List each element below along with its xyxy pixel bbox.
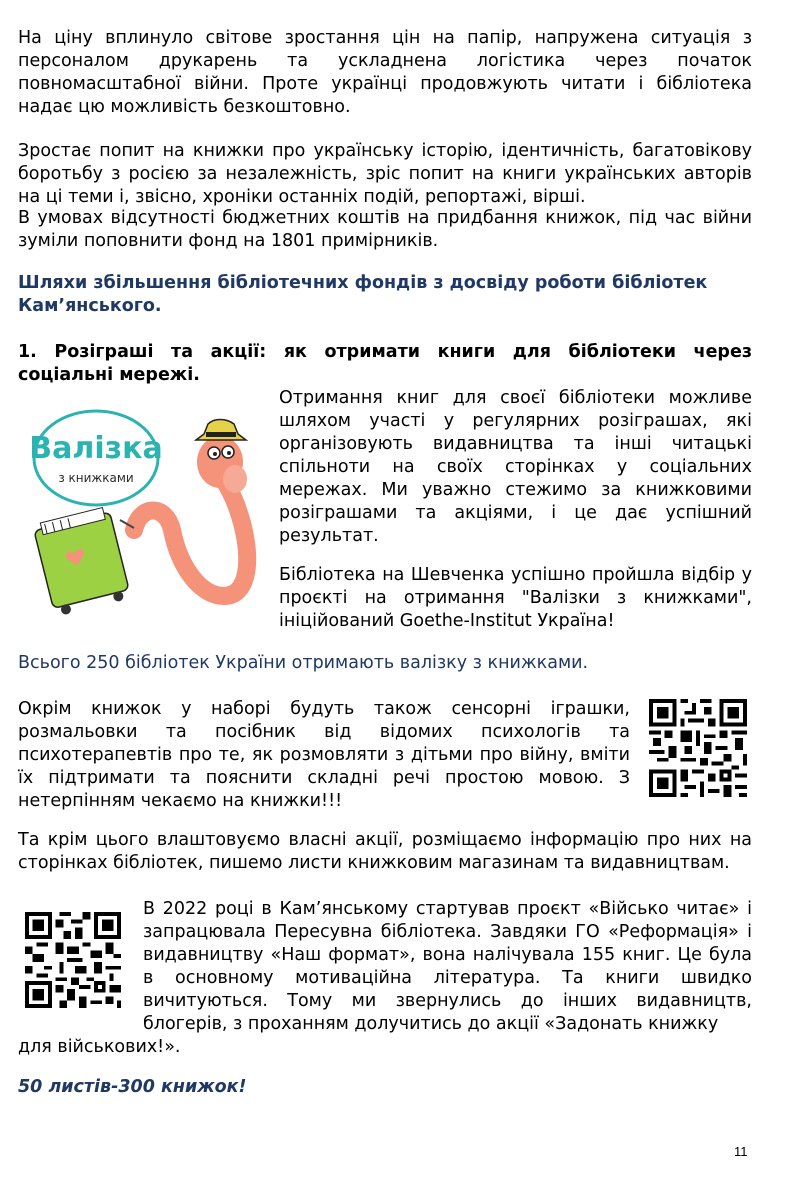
paragraph-fund: В умовах відсутності бюджетних коштів на придбання книжок, під час війни зуміли поповнити фонд на 1801 примірників.: [18, 208, 752, 251]
paragraph-paper-prices: На ціну вплинуло світове зростання цін на папір, напружена ситуація з персоналом друкарень та ускладнена логістика через початок повномасштабної війни. Проте українці продовжують читати і бібліотека надає цю можливість безкоштовно.: [18, 28, 752, 117]
slogan: 50 листів-300 книжок!: [18, 1077, 247, 1097]
worm-pupil-right: [227, 451, 231, 455]
subheading-line-1-text: 1. Розіграші та акції: як отримати книги для бібліотеки через: [18, 342, 752, 362]
worm-pupil-left: [213, 452, 217, 456]
hat-band: [206, 432, 236, 437]
paragraph-giveaways: Отримання книг для своєї бібліотеки можливе шляхом участі у регулярних розіграшах, які організовують видавництва та інші читацькі спільноти на своїх сторінках у соціальних мережах. Ми уважно стежимо за книжковими розіграшами та акціями, і це дає успішний результат.: [279, 388, 752, 546]
logo-title: Валізка: [29, 431, 163, 466]
paragraph-kit-contents: Окрім книжок у наборі будуть також сенсорні іграшки, розмальовки та посібник від відомих психологів та психотерапевтів про те, як розмовляти з дітьми про війну, вміти їх підтримати та пояснити складні речі простою мовою. З нетерпінням чекаємо на книжки!!!: [18, 699, 630, 811]
paragraph-demand: Зростає попит на книжки про українську історію, ідентичність, багатовікову боротьбу з росією за незалежність, зріс попит на книги українських авторів на ці теми і, звісно, хроніки останніх подій, репортажі, вірші.: [18, 141, 752, 207]
qr-code-icon-2[interactable]: [24, 912, 122, 1008]
page-number: 11: [734, 1144, 748, 1159]
subheading-line-2: соціальні мережі.: [18, 365, 200, 385]
qr-code-icon[interactable]: [648, 699, 748, 797]
paragraph-own-actions: Та крім цього влаштовуємо власні акції, розміщаємо інформацію про них на сторінках бібліотек, пишемо листи книжковим магазинам та видавництвам.: [18, 830, 752, 873]
paragraph-army-tail: для військових!».: [18, 1037, 181, 1057]
suitcase-books-illustration: [24, 400, 270, 618]
section-heading: Шляхи збільшення бібліотечних фондів з досвіду роботи бібліотек Кам’янського.: [18, 273, 708, 316]
paragraph-goethe: Бібліотека на Шевченка успішно пройшла відбір у проєкті на отримання "Валізки з книжками", ініційований Goethe-Institut Україна!: [279, 565, 752, 631]
highlight-line: Всього 250 бібліотек України отримають валізку з книжками.: [18, 653, 589, 673]
subheading-line-1: [18, 341, 752, 364]
worm-snout: [223, 465, 247, 493]
suitcase-icon: [33, 506, 132, 617]
logo-subtitle: з книжками: [58, 471, 134, 485]
paragraph-army-reads: В 2022 році в Кам’янському стартував проєкт «Військо читає» і запрацювала Пересувна бібліотека. Завдяки ГО «Реформація» і видавництву «Наш формат», вона налічувала 155 книг. Це була в основному мотиваційна література. Та книги швидко вичитуються. Тому ми звернулись до інших видавництв, блогерів, з проханням долучитись до акції «Задонать книжку: [143, 899, 752, 1034]
